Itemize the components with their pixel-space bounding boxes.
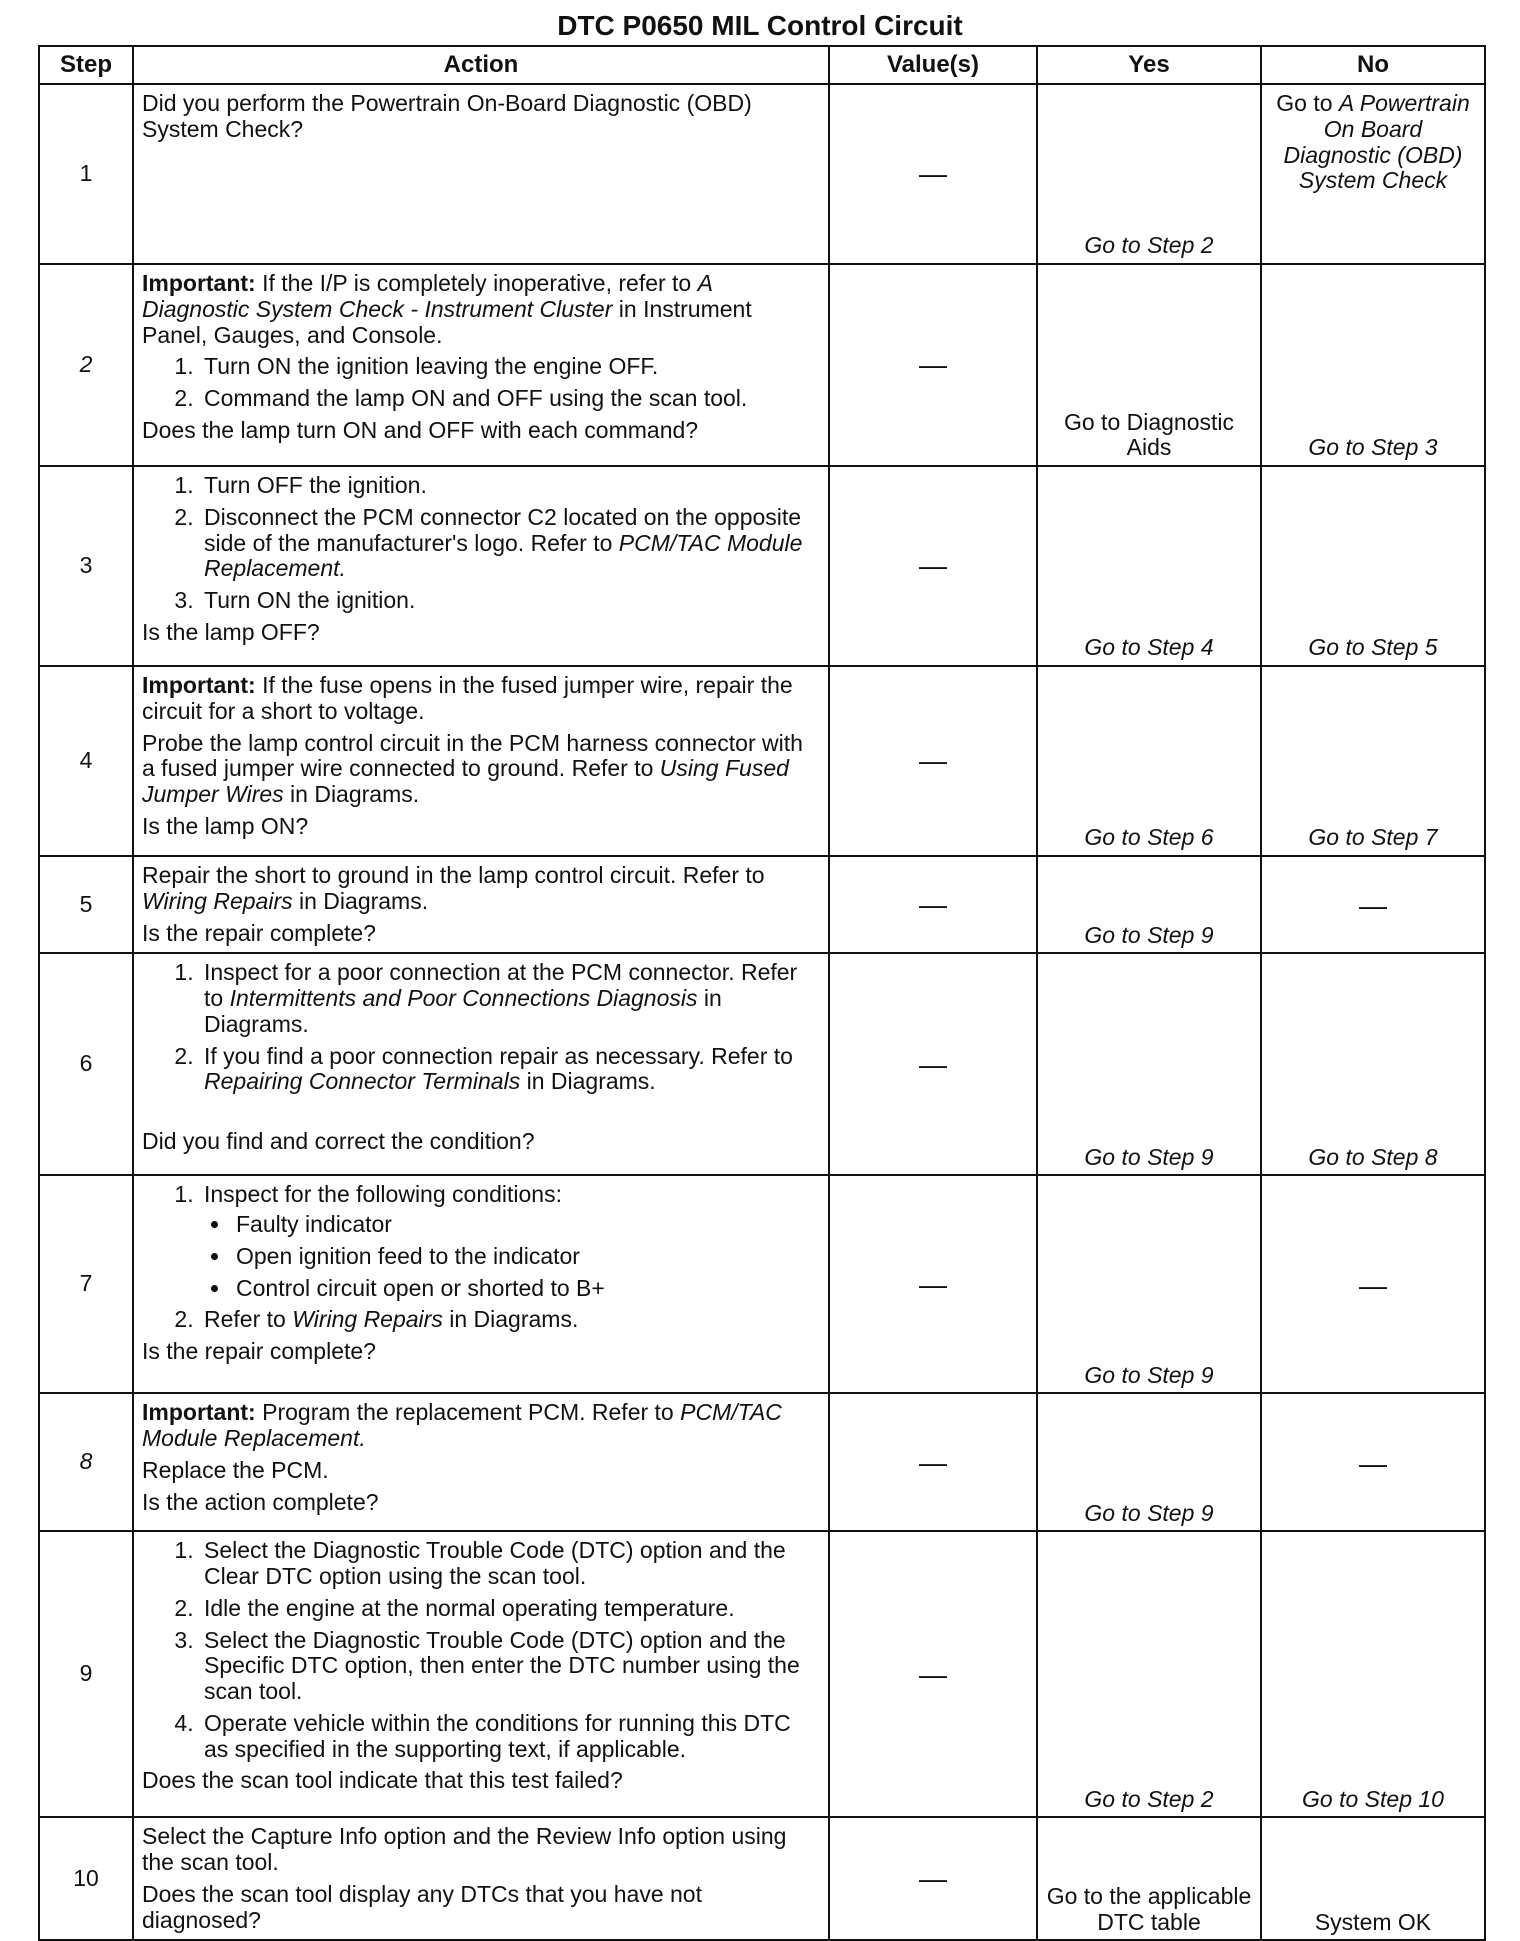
value-cell: — [829, 1175, 1037, 1393]
action-question: Is the repair complete? [142, 919, 376, 946]
important-note [142, 673, 820, 725]
action-cell [133, 856, 829, 953]
important-reference: PCM/TAC Module Replacement. [142, 1399, 782, 1451]
important-note [142, 271, 820, 348]
step-list [142, 960, 820, 1095]
repair-text: Repair the short to ground in the lamp control circuit. Refer to [142, 862, 765, 888]
action-cell [133, 1175, 829, 1393]
list-item [200, 1044, 820, 1096]
action-question: Is the lamp ON? [142, 812, 309, 839]
step-number: 1 [39, 84, 133, 264]
list-item [200, 1307, 820, 1333]
table-row [39, 666, 1485, 856]
important-label: Important: [142, 672, 256, 698]
list-item-reference: Wiring Repairs [292, 1306, 443, 1333]
step-list [142, 1538, 820, 1762]
step-number: 5 [39, 856, 133, 953]
value-cell: — [829, 264, 1037, 466]
action-line: Replace the PCM. [142, 1456, 329, 1483]
step-number: 4 [39, 666, 133, 856]
repair-reference: Wiring Repairs [142, 887, 293, 914]
list-item [200, 505, 820, 582]
important-text: If the fuse opens in the fused jumper wire, repair the circuit for a short to voltage. [142, 672, 793, 724]
list-item: 3. Select the Diagnostic Trouble Code (DTC) option and the Specific DTC option, then enter the DTC number using the scan tool. [200, 1628, 820, 1705]
action-cell [133, 466, 829, 666]
value-cell: — [829, 1817, 1037, 1940]
table-row [39, 1393, 1485, 1531]
important-note [142, 1400, 820, 1452]
value-cell: — [829, 953, 1037, 1175]
list-item-text: Inspect for the following conditions: [204, 1181, 562, 1208]
list-item-reference: Repairing Connector Terminals [204, 1068, 521, 1095]
table-row [39, 1817, 1485, 1940]
table-row [39, 466, 1485, 666]
no-cell: — [1261, 1393, 1485, 1531]
list-item: 2. Idle the engine at the normal operating temperature. [200, 1596, 820, 1622]
value-cell: — [829, 466, 1037, 666]
step-list [142, 1182, 820, 1333]
step-number: 3 [39, 466, 133, 666]
no-reference: A Powertrain On Board Diagnostic (OBD) System Check [1283, 90, 1470, 194]
yes-cell: Go to Step 2 [1037, 84, 1261, 264]
table-row [39, 264, 1485, 466]
important-reference: A Diagnostic System Check - Instrument Cluster [142, 270, 713, 322]
repair-instruction [142, 863, 820, 915]
bullet-item: • Open ignition feed to the indicator [232, 1244, 820, 1270]
no-cell: Go to Step 10 [1261, 1531, 1485, 1817]
list-item-text: Inspect for a poor connection at the PCM connector. Refer to [204, 959, 798, 1011]
list-item: 1. Turn ON the ignition leaving the engine OFF. [200, 354, 820, 380]
important-text: If the I/P is completely inoperative, refer to [255, 270, 698, 296]
important-label: Important: [142, 1399, 256, 1426]
no-cell: Go to Step 7 [1261, 666, 1485, 856]
header-values: Value(s) [829, 46, 1037, 84]
action-cell [133, 1531, 829, 1817]
header-no: No [1261, 46, 1485, 84]
list-item-reference: PCM/TAC Module Replacement. [204, 529, 803, 582]
bullet-item: • Faulty indicator [232, 1212, 820, 1238]
action-question: Does the scan tool indicate that this test failed? [142, 1767, 623, 1794]
list-item: 4. Operate vehicle within the conditions for running this DTC as specified in the supporting text, if applicable. [200, 1711, 820, 1763]
action-question: Did you find and correct the condition? [142, 1128, 535, 1154]
page-title: DTC P0650 MIL Control Circuit [557, 10, 963, 41]
diagnostic-table [38, 45, 1486, 1941]
list-item: 2. Command the lamp ON and OFF using the scan tool. [200, 386, 820, 412]
table-row [39, 1531, 1485, 1817]
table-row [39, 84, 1485, 264]
list-item [200, 960, 820, 1037]
action-question: Is the action complete? [142, 1488, 379, 1515]
action-cell [133, 666, 829, 856]
list-item-reference: Intermittents and Poor Connections Diagnosis [229, 985, 698, 1011]
repair-suffix: in Diagrams. [292, 887, 429, 914]
no-cell [1261, 84, 1485, 264]
list-item-suffix: in Diagrams. [442, 1306, 579, 1333]
table-row [39, 953, 1485, 1175]
header-action: Action [133, 46, 829, 84]
step-number: 10 [39, 1817, 133, 1940]
action-cell [133, 1393, 829, 1531]
action-question: Does the lamp turn ON and OFF with each command? [142, 416, 699, 443]
step-number: 9 [39, 1531, 133, 1817]
list-item: 1. Select the Diagnostic Trouble Code (DTC) option and the Clear DTC option using the scan tool. [200, 1538, 820, 1590]
action-cell [133, 1817, 829, 1940]
yes-cell: Go to Step 2 [1037, 1531, 1261, 1817]
list-item-text: If you find a poor connection repair as necessary. Refer to [204, 1042, 793, 1069]
list-item: 3. Turn ON the ignition. [200, 588, 820, 614]
yes-cell: Go to Step 9 [1037, 1175, 1261, 1393]
value-cell: — [829, 84, 1037, 264]
list-item-text: Disconnect the PCM connector C2 located on the opposite side of the manufacturer's logo. Refer to [204, 503, 802, 556]
action-cell [133, 84, 829, 264]
action-line: Select the Capture Info option and the Review Info option using the scan tool. [142, 1823, 787, 1875]
header-yes: Yes [1037, 46, 1261, 84]
important-text-end: in Instrument Panel, Gauges, and Console. [142, 295, 752, 348]
action-question: Did you perform the Powertrain On-Board Diagnostic (OBD) System Check? [142, 90, 752, 142]
step-list [142, 354, 820, 412]
no-cell: — [1261, 856, 1485, 953]
spacer [142, 1101, 820, 1123]
action-question: Is the repair complete? [142, 1338, 376, 1364]
step-number: 6 [39, 953, 133, 1175]
list-item [200, 1182, 820, 1301]
value-cell: — [829, 856, 1037, 953]
action-question: Does the scan tool display any DTCs that you have not diagnosed? [142, 1880, 702, 1933]
yes-cell: Go to Step 4 [1037, 466, 1261, 666]
value-cell: — [829, 666, 1037, 856]
no-cell: Go to Step 3 [1261, 264, 1485, 466]
step-number: 8 [39, 1393, 133, 1531]
action-cell [133, 953, 829, 1175]
yes-cell: Go to Step 9 [1037, 953, 1261, 1175]
no-cell: Go to Step 5 [1261, 466, 1485, 666]
important-label: Important: [142, 270, 256, 296]
probe-suffix: in Diagrams. [283, 781, 420, 807]
header-step: Step [39, 46, 133, 84]
table-row [39, 1175, 1485, 1393]
no-cell: Go to Step 8 [1261, 953, 1485, 1175]
no-cell: System OK [1261, 1817, 1485, 1940]
important-text: Program the replacement PCM. Refer to [255, 1399, 681, 1426]
action-cell [133, 264, 829, 466]
header-row [39, 46, 1485, 84]
yes-cell: Go to Step 9 [1037, 1393, 1261, 1531]
action-question: Is the lamp OFF? [142, 618, 320, 645]
yes-cell: Go to Step 9 [1037, 856, 1261, 953]
bullet-item: • Control circuit open or shorted to B+ [232, 1276, 820, 1302]
no-prefix: Go to [1276, 90, 1339, 116]
list-item-suffix: in Diagrams. [520, 1068, 656, 1095]
yes-cell: Go to Diagnostic Aids [1037, 264, 1261, 466]
bullet-list [204, 1212, 820, 1301]
step-number: 7 [39, 1175, 133, 1393]
list-item: 1. Turn OFF the ignition. [200, 473, 820, 499]
list-item-text: Refer to [204, 1306, 293, 1333]
step-list [142, 473, 820, 614]
table-row [39, 856, 1485, 953]
probe-instruction [142, 731, 820, 808]
value-cell: — [829, 1531, 1037, 1817]
list-item-suffix: in Diagrams. [204, 985, 722, 1037]
no-cell: — [1261, 1175, 1485, 1393]
yes-cell: Go to the applicable DTC table [1037, 1817, 1261, 1940]
value-cell: — [829, 1393, 1037, 1531]
yes-cell: Go to Step 6 [1037, 666, 1261, 856]
probe-reference: Using Fused Jumper Wires [142, 755, 789, 807]
step-number: 2 [39, 264, 133, 466]
probe-text: Probe the lamp control circuit in the PCM harness connector with a fused jumper wire connected to ground. Refer to [142, 729, 803, 782]
